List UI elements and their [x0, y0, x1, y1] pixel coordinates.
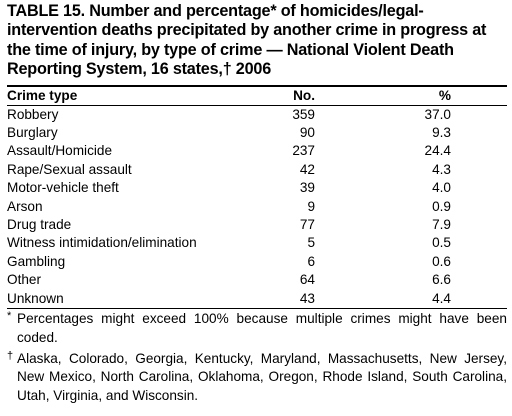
- header-number: No.: [293, 88, 315, 104]
- footnote-mark: †: [7, 349, 14, 362]
- table-body: [7, 106, 507, 308]
- footnote-dagger: [7, 350, 507, 405]
- footnotes: [7, 310, 507, 405]
- cell-percent: 4.0: [432, 180, 451, 196]
- cell-crime-type: Motor-vehicle theft: [7, 180, 119, 196]
- cell-percent: 0.5: [432, 235, 451, 251]
- cell-number: 77: [299, 217, 315, 233]
- cell-crime-type: Arson: [7, 198, 43, 214]
- table-row: [7, 234, 507, 252]
- table-row: [7, 198, 507, 216]
- cell-percent: 4.4: [432, 290, 451, 306]
- cell-crime-type: Robbery: [7, 106, 59, 122]
- footnote-text: Alaska, Colorado, Georgia, Kentucky, Maryland, Massachusetts, New Jersey, New Mexico, North Carolina, Oklahoma, Oregon, Rhode Island, South Carolina, Utah, Virginia, and Wisconsin.: [17, 350, 507, 403]
- table-row: [7, 290, 507, 308]
- cell-crime-type: Gambling: [7, 253, 66, 269]
- cell-number: 90: [299, 125, 315, 141]
- table-row: [7, 216, 507, 234]
- table-row: [7, 142, 507, 160]
- cell-percent: 6.6: [432, 272, 451, 288]
- cell-crime-type: Rape/Sexual assault: [7, 161, 132, 177]
- cell-crime-type: Burglary: [7, 125, 58, 141]
- cell-number: 5: [307, 235, 315, 251]
- bottom-rule: [7, 308, 507, 309]
- table-title: TABLE 15. Number and percentage* of homicides/legal-intervention deaths precipitated by another crime in progress at the time of injury, by type of crime — National Violent Death Reporting System, 16 states,† 2006: [7, 2, 487, 79]
- table-row: [7, 271, 507, 289]
- header-crime-type: Crime type: [7, 88, 78, 104]
- cell-crime-type: Other: [7, 272, 41, 288]
- cell-number: 64: [299, 272, 315, 288]
- footnote-text: Percentages might exceed 100% because multiple crimes might have been coded.: [17, 311, 507, 345]
- cell-percent: 37.0: [424, 106, 451, 122]
- cell-number: 237: [292, 143, 315, 159]
- header-row: [7, 87, 507, 105]
- cell-percent: 0.6: [432, 253, 451, 269]
- cell-percent: 7.9: [432, 217, 451, 233]
- footnote-asterisk: [7, 310, 507, 347]
- table-row: [7, 124, 507, 142]
- table-header: [7, 87, 507, 106]
- cell-number: 359: [292, 106, 315, 122]
- cell-crime-type: Unknown: [7, 290, 64, 306]
- cell-number: 9: [307, 198, 315, 214]
- crime-type-table: [7, 87, 507, 308]
- footnote-mark: *: [7, 310, 12, 323]
- header-spacer: [451, 87, 507, 105]
- cell-number: 43: [299, 290, 315, 306]
- cell-percent: 9.3: [432, 125, 451, 141]
- cell-percent: 24.4: [424, 143, 451, 159]
- cell-percent: 4.3: [432, 161, 451, 177]
- cell-crime-type: Witness intimidation/elimination: [7, 235, 197, 251]
- table-row: [7, 161, 507, 179]
- table-row: [7, 253, 507, 271]
- table-row: [7, 106, 507, 124]
- table-row: [7, 179, 507, 197]
- cell-number: 42: [299, 161, 315, 177]
- cell-crime-type: Drug trade: [7, 217, 72, 233]
- cell-number: 39: [299, 180, 315, 196]
- cell-percent: 0.9: [432, 198, 451, 214]
- cell-number: 6: [307, 253, 315, 269]
- document-page: [7, 0, 507, 405]
- cell-crime-type: Assault/Homicide: [7, 143, 113, 159]
- header-percent: %: [438, 88, 451, 104]
